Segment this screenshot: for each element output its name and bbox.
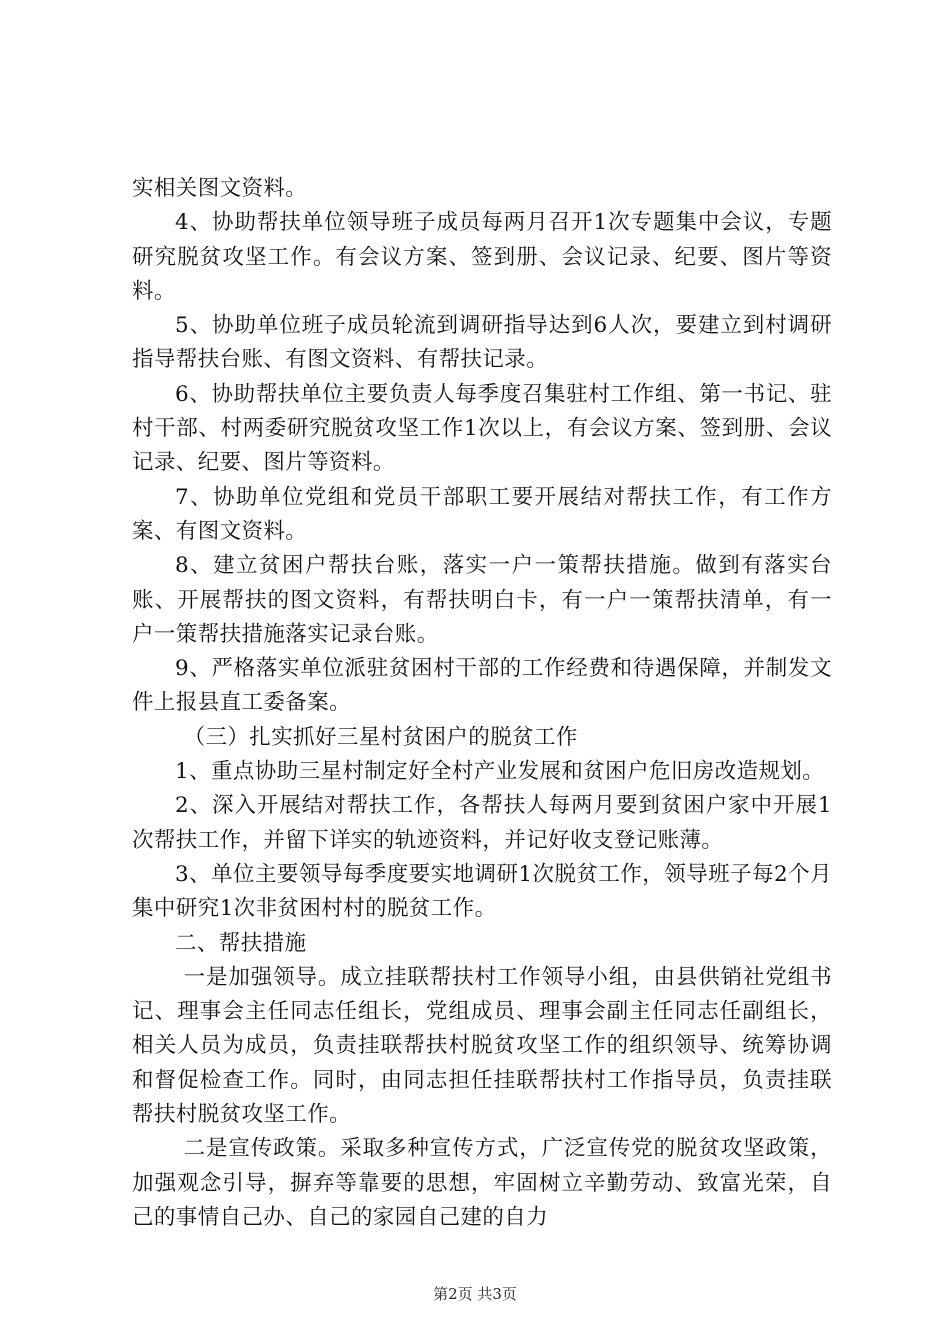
paragraph-item-7: 7、协助单位党组和党员干部职工要开展结对帮扶工作，有工作方案、有图文资料。 xyxy=(132,484,832,544)
page-footer: 第2页 共3页 xyxy=(433,1285,517,1303)
paragraph-sub-item-2: 2、深入开展结对帮扶工作，各帮扶人每两月要到贫困户家中开展1次帮扶工作，并留下详实的轨迹资料，并记好收支登记账薄。 xyxy=(132,793,832,853)
paragraph-measure-1: 一是加强领导。成立挂联帮扶村工作领导小组，由县供销社党组书记、理事会主任同志任组长，党组成员、理事会副主任同志任副组长，相关人员为成员，负责挂联帮扶村脱贫攻坚工作的组织领导、统筹协调和督促检查工作。同时，由同志担任挂联帮扶村工作指导员，负责挂联帮扶村脱贫攻坚工作。 xyxy=(132,964,832,1128)
paragraph-item-6: 6、协助帮扶单位主要负责人每季度召集驻村工作组、第一书记、驻村干部、村两委研究脱贫攻坚工作1次以上，有会议方案、签到册、会议记录、纪要、图片等资料。 xyxy=(132,381,832,476)
section-heading-measures: 二、帮扶措施 xyxy=(175,930,307,956)
paragraph-sub-item-3: 3、单位主要领导每季度要实地调研1次脱贫工作，领导班子每2个月集中研究1次非贫困村村的脱贫工作。 xyxy=(132,861,832,922)
section-heading-3: （三）扎实抓好三星村贫困户的脱贫工作 xyxy=(183,724,578,750)
paragraph-item-9: 9、严格落实单位派驻贫困村干部的工作经费和待遇保障，并制发文件上报县直工委备案。 xyxy=(132,656,832,716)
paragraph-measure-2: 二是宣传政策。采取多种宣传方式，广泛宣传党的脱贫攻坚政策，加强观念引导，摒弃等靠要的思想，牢固树立辛勤劳动、致富光荣，自己的事情自己办、自己的家园自己建的自力 xyxy=(132,1136,832,1230)
document-body xyxy=(132,172,832,1235)
paragraph-sub-item-1: 1、重点协助三星村制定好全村产业发展和贫困户危旧房改造规划。 xyxy=(175,759,825,785)
paragraph-item-4: 4、协助帮扶单位领导班子成员每两月召开1次专题集中会议，专题研究脱贫攻坚工作。有会议方案、签到册、会议记录、纪要、图片等资料。 xyxy=(132,210,832,304)
paragraph-item-5: 5、协助单位班子成员轮流到调研指导达到6人次，要建立到村调研指导帮扶台账、有图文资料、有帮扶记录。 xyxy=(132,313,832,373)
paragraph-item-8: 8、建立贫困户帮扶台账，落实一户一策帮扶措施。做到有落实台账、开展帮扶的图文资料，有帮扶明白卡，有一户一策帮扶清单，有一户一策帮扶措施落实记录台账。 xyxy=(132,553,832,647)
paragraph-continuation: 实相关图文资料。 xyxy=(132,176,308,201)
